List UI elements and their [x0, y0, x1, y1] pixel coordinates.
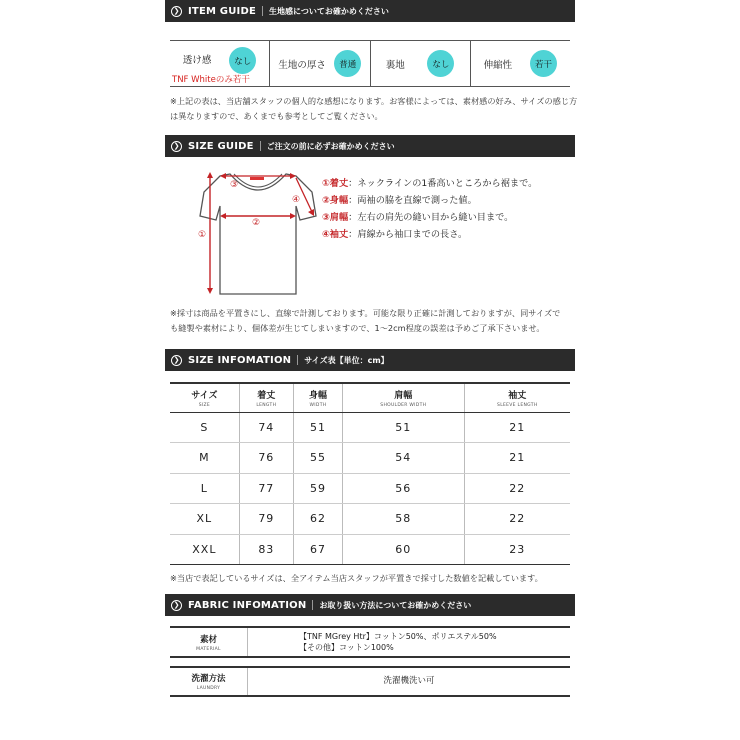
size-info-header — [165, 349, 575, 371]
material-header — [170, 628, 248, 656]
note-line: ※採寸は商品を平置きにし、直線で計測しております。可能な限り正確に計測しておりますが、同サイズで — [170, 308, 561, 318]
section-title: ITEM GUIDE — [188, 5, 256, 17]
legend-key: 袖丈 — [329, 229, 349, 240]
tag — [250, 177, 264, 180]
fabric-info-header — [165, 594, 575, 616]
legend-key: 身幅 — [329, 195, 349, 206]
legend-desc: ：左右の肩先の縫い目から縫い目まで。 — [348, 212, 514, 223]
cell: XXL — [170, 534, 239, 565]
section-subtitle: ご注文の前に必ずお確かめください — [266, 141, 395, 151]
size-guide-note — [170, 306, 580, 336]
legend-num: ② — [322, 195, 330, 206]
col-size: サイズ SIZE — [170, 383, 239, 412]
cell: S — [170, 412, 239, 443]
size-guide-header — [165, 135, 575, 157]
item-guide-cell-lining — [370, 41, 470, 86]
fabric-material-row — [170, 626, 570, 658]
cell: 62 — [293, 504, 342, 535]
tshirt-diagram — [190, 162, 320, 300]
section-title: SIZE GUIDE — [188, 140, 254, 152]
mark-2: ② — [252, 218, 261, 228]
note-line: も縫製や素材により、個体差が生じてしまいますので、1〜2cm程度の誤差は予めご了承下さいませ。 — [170, 323, 545, 333]
divider — [297, 355, 298, 365]
cell: 77 — [239, 473, 293, 504]
cell: 23 — [464, 534, 570, 565]
table-row — [170, 534, 570, 565]
cell-note: TNF Whiteのみ若干 — [172, 75, 250, 85]
cell: 59 — [293, 473, 342, 504]
item-guide-cell-thickness — [269, 41, 369, 86]
laundry-label: 洗濯方法 — [191, 674, 226, 684]
cell: 55 — [293, 443, 342, 474]
chevron-right-icon: ❯ — [171, 355, 182, 366]
tshirt-measure-diagram — [190, 162, 320, 300]
laundry-header — [170, 668, 248, 695]
legend-row — [322, 175, 537, 192]
item-guide-cell-transparency — [170, 41, 269, 86]
divider — [260, 141, 261, 151]
legend-key: 肩幅 — [329, 212, 349, 223]
col-width: 身幅 WIDTH — [293, 383, 342, 412]
item-guide-table — [170, 40, 570, 87]
cell: 67 — [293, 534, 342, 565]
cell: 21 — [464, 412, 570, 443]
divider — [312, 600, 313, 610]
legend-desc: ：肩線から袖口までの長さ。 — [348, 229, 468, 240]
laundry-label-en: LAUNDRY — [196, 686, 221, 691]
size-table — [170, 382, 570, 565]
item-guide-cell-stretch — [470, 41, 570, 86]
table-row — [170, 473, 570, 504]
section-title: SIZE INFOMATION — [188, 354, 292, 366]
cell: M — [170, 443, 239, 474]
cell: 21 — [464, 443, 570, 474]
table-row — [170, 443, 570, 474]
chevron-right-icon: ❯ — [171, 141, 182, 152]
laundry-value — [248, 668, 570, 695]
mark-4: ④ — [292, 195, 301, 205]
material-label-en: MATERIAL — [196, 646, 221, 652]
table-header-row — [170, 383, 570, 412]
fabric-laundry-row — [170, 666, 570, 697]
cell-label: 生地の厚さ — [278, 59, 326, 71]
legend-row — [322, 192, 537, 209]
cell-label: 透け感 — [182, 54, 212, 66]
item-guide-note — [170, 94, 580, 124]
cell: 58 — [343, 504, 465, 535]
cell: 56 — [343, 473, 465, 504]
table-row — [170, 504, 570, 535]
chevron-right-icon: ❯ — [171, 6, 182, 17]
cell: 54 — [343, 443, 465, 474]
legend-desc: ：ネックラインの1番高いところから裾まで。 — [348, 178, 538, 189]
material-value — [248, 628, 570, 656]
mark-1: ① — [198, 230, 207, 240]
table-row — [170, 412, 570, 443]
cell-badge: なし — [427, 50, 454, 77]
section-subtitle: 生地感についてお確かめください — [269, 6, 389, 16]
tshirt-outline — [200, 174, 316, 294]
laundry-text: 洗濯機洗い可 — [383, 676, 435, 686]
cell-label: 伸縮性 — [483, 59, 513, 71]
cell: 79 — [239, 504, 293, 535]
mark-3: ③ — [230, 180, 239, 190]
cell-badge: なし — [229, 47, 256, 74]
section-subtitle: サイズ表【単位：cm】 — [304, 355, 389, 365]
cell: L — [170, 473, 239, 504]
item-guide-header — [165, 0, 575, 22]
cell: 83 — [239, 534, 293, 565]
cell: 22 — [464, 473, 570, 504]
cell: 74 — [239, 412, 293, 443]
note-line: は異なりますので、あくまでも参考としてご覧ください。 — [170, 111, 383, 121]
note-line: ※上記の表は、当店舗スタッフの個人的な感想になります。お客様によっては、素材感の好み、サイズの感じ方 — [170, 96, 578, 106]
cell: 51 — [343, 412, 465, 443]
material-line: 【その他】コットン100% — [299, 643, 394, 652]
legend-key: 着丈 — [329, 178, 349, 189]
size-info-note: ※当店で表記しているサイズは、全アイテム当店スタッフが平置きで採寸した数値を記載しています。 — [170, 573, 543, 583]
section-subtitle: お取り扱い方法についてお確かめください — [319, 600, 472, 610]
legend-num: ④ — [322, 229, 330, 240]
col-shoulder: 肩幅 SHOULDER WIDTH — [343, 383, 465, 412]
divider — [262, 6, 263, 16]
section-title: FABRIC INFOMATION — [188, 599, 307, 611]
legend-num: ① — [322, 178, 330, 189]
chevron-right-icon: ❯ — [171, 600, 182, 611]
cell: XL — [170, 504, 239, 535]
legend-row — [322, 209, 537, 226]
material-line: 【TNF MGrey Htr】コットン50%、ポリエステル50% — [299, 632, 497, 641]
cell: 76 — [239, 443, 293, 474]
cell: 22 — [464, 504, 570, 535]
col-length: 着丈 LENGTH — [239, 383, 293, 412]
cell-badge: 普通 — [334, 50, 361, 77]
material-label: 素材 — [199, 634, 217, 645]
cell: 60 — [343, 534, 465, 565]
legend-row — [322, 226, 537, 243]
cell-badge: 若干 — [530, 50, 557, 77]
cell-label: 裏地 — [385, 59, 405, 71]
legend-num: ③ — [322, 212, 330, 223]
legend-desc: ：両袖の脇を直線で測った値。 — [348, 195, 477, 206]
col-sleeve: 袖丈 SLEEVE LENGTH — [464, 383, 570, 412]
measure-legend — [322, 175, 537, 243]
cell: 51 — [293, 412, 342, 443]
